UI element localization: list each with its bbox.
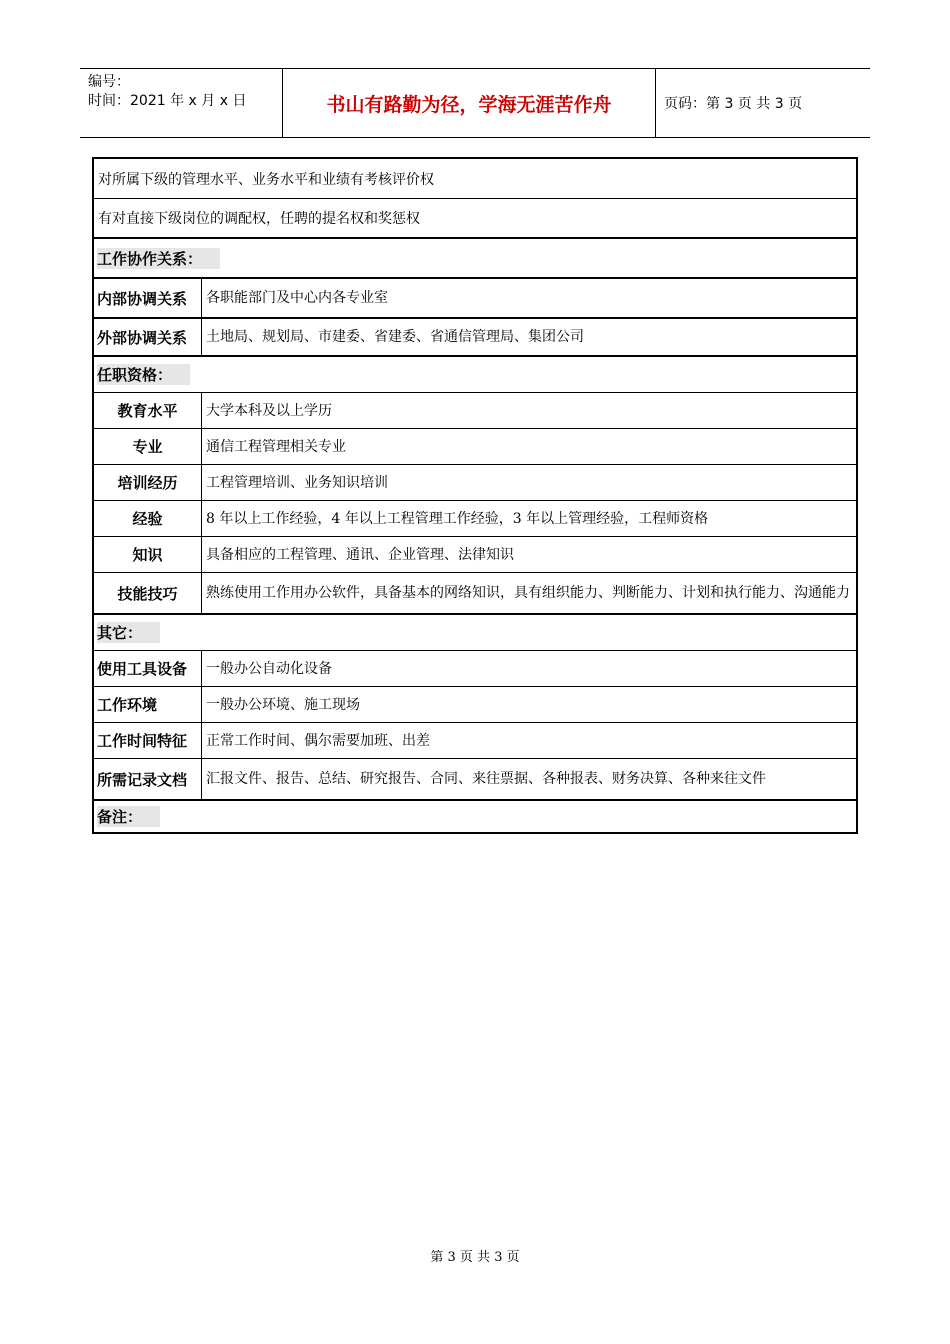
- section-title: 备注：: [97, 806, 160, 827]
- time-label: 时间：2021 年 x 月 x 日: [88, 93, 247, 109]
- table-row: [94, 759, 856, 801]
- table-row: [94, 429, 856, 465]
- knowledge-label: 知识: [94, 537, 202, 572]
- table-row: [94, 465, 856, 501]
- table-row: [94, 279, 856, 319]
- page-header: [80, 68, 870, 138]
- knowledge-value: 具备相应的工程管理、通讯、企业管理、法律知识: [206, 546, 514, 563]
- table-row: [94, 159, 856, 199]
- skills-label: 技能技巧: [94, 573, 202, 613]
- table-row: [94, 319, 856, 357]
- table-row: [94, 199, 856, 239]
- job-description-table: [92, 157, 858, 834]
- table-row: [94, 537, 856, 573]
- external-value: 土地局、规划局、市建委、省建委、省通信管理局、集团公司: [206, 329, 584, 345]
- table-row: [94, 501, 856, 537]
- external-label: 外部协调关系: [94, 319, 202, 355]
- table-row: [94, 687, 856, 723]
- table-row: [94, 651, 856, 687]
- table-row: [94, 573, 856, 615]
- education-label: 教育水平: [94, 393, 202, 428]
- internal-label: 内部协调关系: [94, 279, 202, 317]
- major-label: 专业: [94, 429, 202, 464]
- training-label: 培训经历: [94, 465, 202, 500]
- header-page-info: 页码：第 3 页 共 3 页: [664, 96, 803, 112]
- internal-value: 各职能部门及中心内各专业室: [206, 290, 388, 306]
- time-value: 正常工作时间、偶尔需要加班、出差: [206, 732, 430, 749]
- section-title: 其它：: [97, 622, 160, 643]
- training-value: 工程管理培训、业务知识培训: [206, 474, 388, 491]
- docs-label: 所需记录文档: [94, 759, 202, 799]
- number-label: 编号：: [88, 74, 130, 90]
- docs-value: 汇报文件、报告、总结、研究报告、合同、来往票据、各种报表、财务决算、各种来往文件: [206, 771, 766, 787]
- header-meta: [80, 69, 282, 137]
- table-row: [94, 393, 856, 429]
- section-remarks: [94, 801, 856, 832]
- experience-value: 8 年以上工作经验，4 年以上工程管理工作经验，3 年以上管理经验，工程师资格: [206, 510, 709, 527]
- table-row: [94, 723, 856, 759]
- tools-value: 一般办公自动化设备: [206, 660, 332, 677]
- education-value: 大学本科及以上学历: [206, 402, 332, 419]
- row-text: 对所属下级的管理水平、业务水平和业绩有考核评价权: [98, 171, 434, 188]
- section-title: 工作协作关系：: [97, 248, 220, 269]
- page-footer: 第 3 页 共 3 页: [430, 1250, 520, 1265]
- skills-value: 熟练使用工作用办公软件，具备基本的网络知识，具有组织能力、判断能力、计划和执行能力、沟通能力: [206, 585, 850, 601]
- section-cooperation: [94, 239, 856, 279]
- header-motto: 书山有路勤为径，学海无涯苦作舟: [282, 69, 656, 137]
- env-value: 一般办公环境、施工现场: [206, 696, 360, 713]
- major-value: 通信工程管理相关专业: [206, 438, 346, 455]
- tools-label: 使用工具设备: [94, 651, 202, 686]
- section-qualification: [94, 357, 856, 393]
- env-label: 工作环境: [94, 687, 202, 722]
- time-label: 工作时间特征: [94, 723, 202, 758]
- section-title: 任职资格：: [97, 364, 190, 385]
- row-text: 有对直接下级岗位的调配权，任聘的提名权和奖惩权: [98, 211, 420, 227]
- section-other: [94, 615, 856, 651]
- experience-label: 经验: [94, 501, 202, 536]
